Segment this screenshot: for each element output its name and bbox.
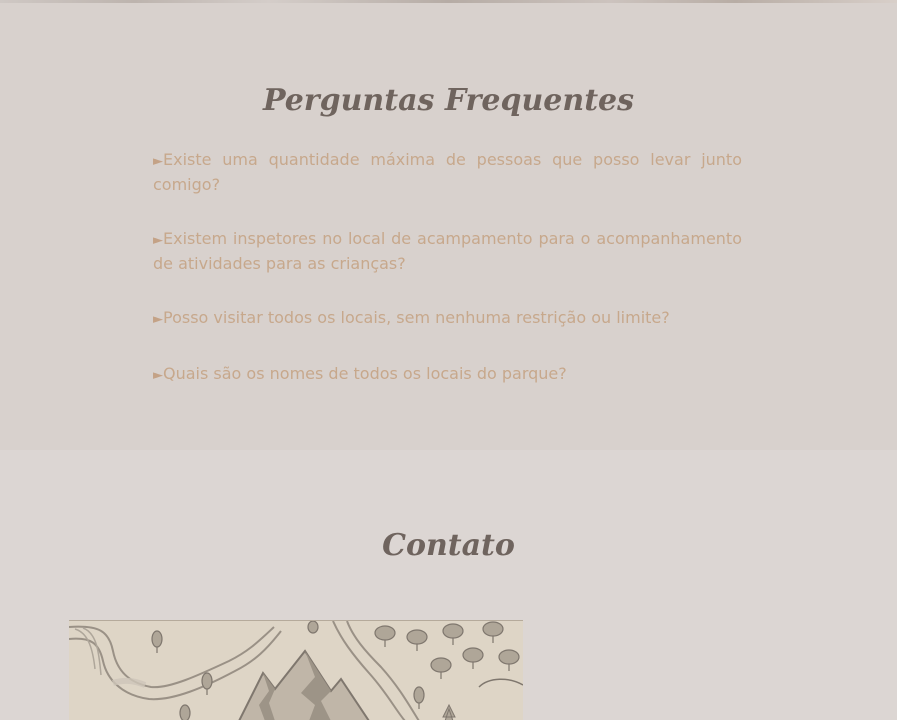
faq-question: Posso visitar todos os locais, sem nenhuma restrição ou limite?: [163, 308, 670, 327]
faq-title: Perguntas Frequentes: [262, 83, 635, 118]
faq-list: [153, 148, 742, 387]
contact-section: [0, 450, 897, 720]
faq-question: Existem inspetores no local de acampamento para o acompanhamento de atividades para as crianças?: [153, 229, 742, 273]
faq-section: [0, 3, 897, 450]
faq-item[interactable]: [153, 306, 742, 331]
faq-question: Quais são os nomes de todos os locais do parque?: [163, 364, 567, 383]
faq-item[interactable]: [153, 148, 742, 196]
park-map-illustration-icon: [69, 621, 523, 720]
faq-item[interactable]: [153, 227, 742, 275]
expand-arrow-icon: ►: [153, 368, 163, 383]
expand-arrow-icon: ►: [153, 154, 163, 169]
faq-question: Existe uma quantidade máxima de pessoas que posso levar junto comigo?: [153, 150, 742, 194]
park-map[interactable]: [69, 620, 523, 720]
contact-title: Contato: [382, 528, 515, 563]
faq-item[interactable]: [153, 362, 742, 387]
expand-arrow-icon: ►: [153, 312, 163, 327]
expand-arrow-icon: ►: [153, 233, 163, 248]
